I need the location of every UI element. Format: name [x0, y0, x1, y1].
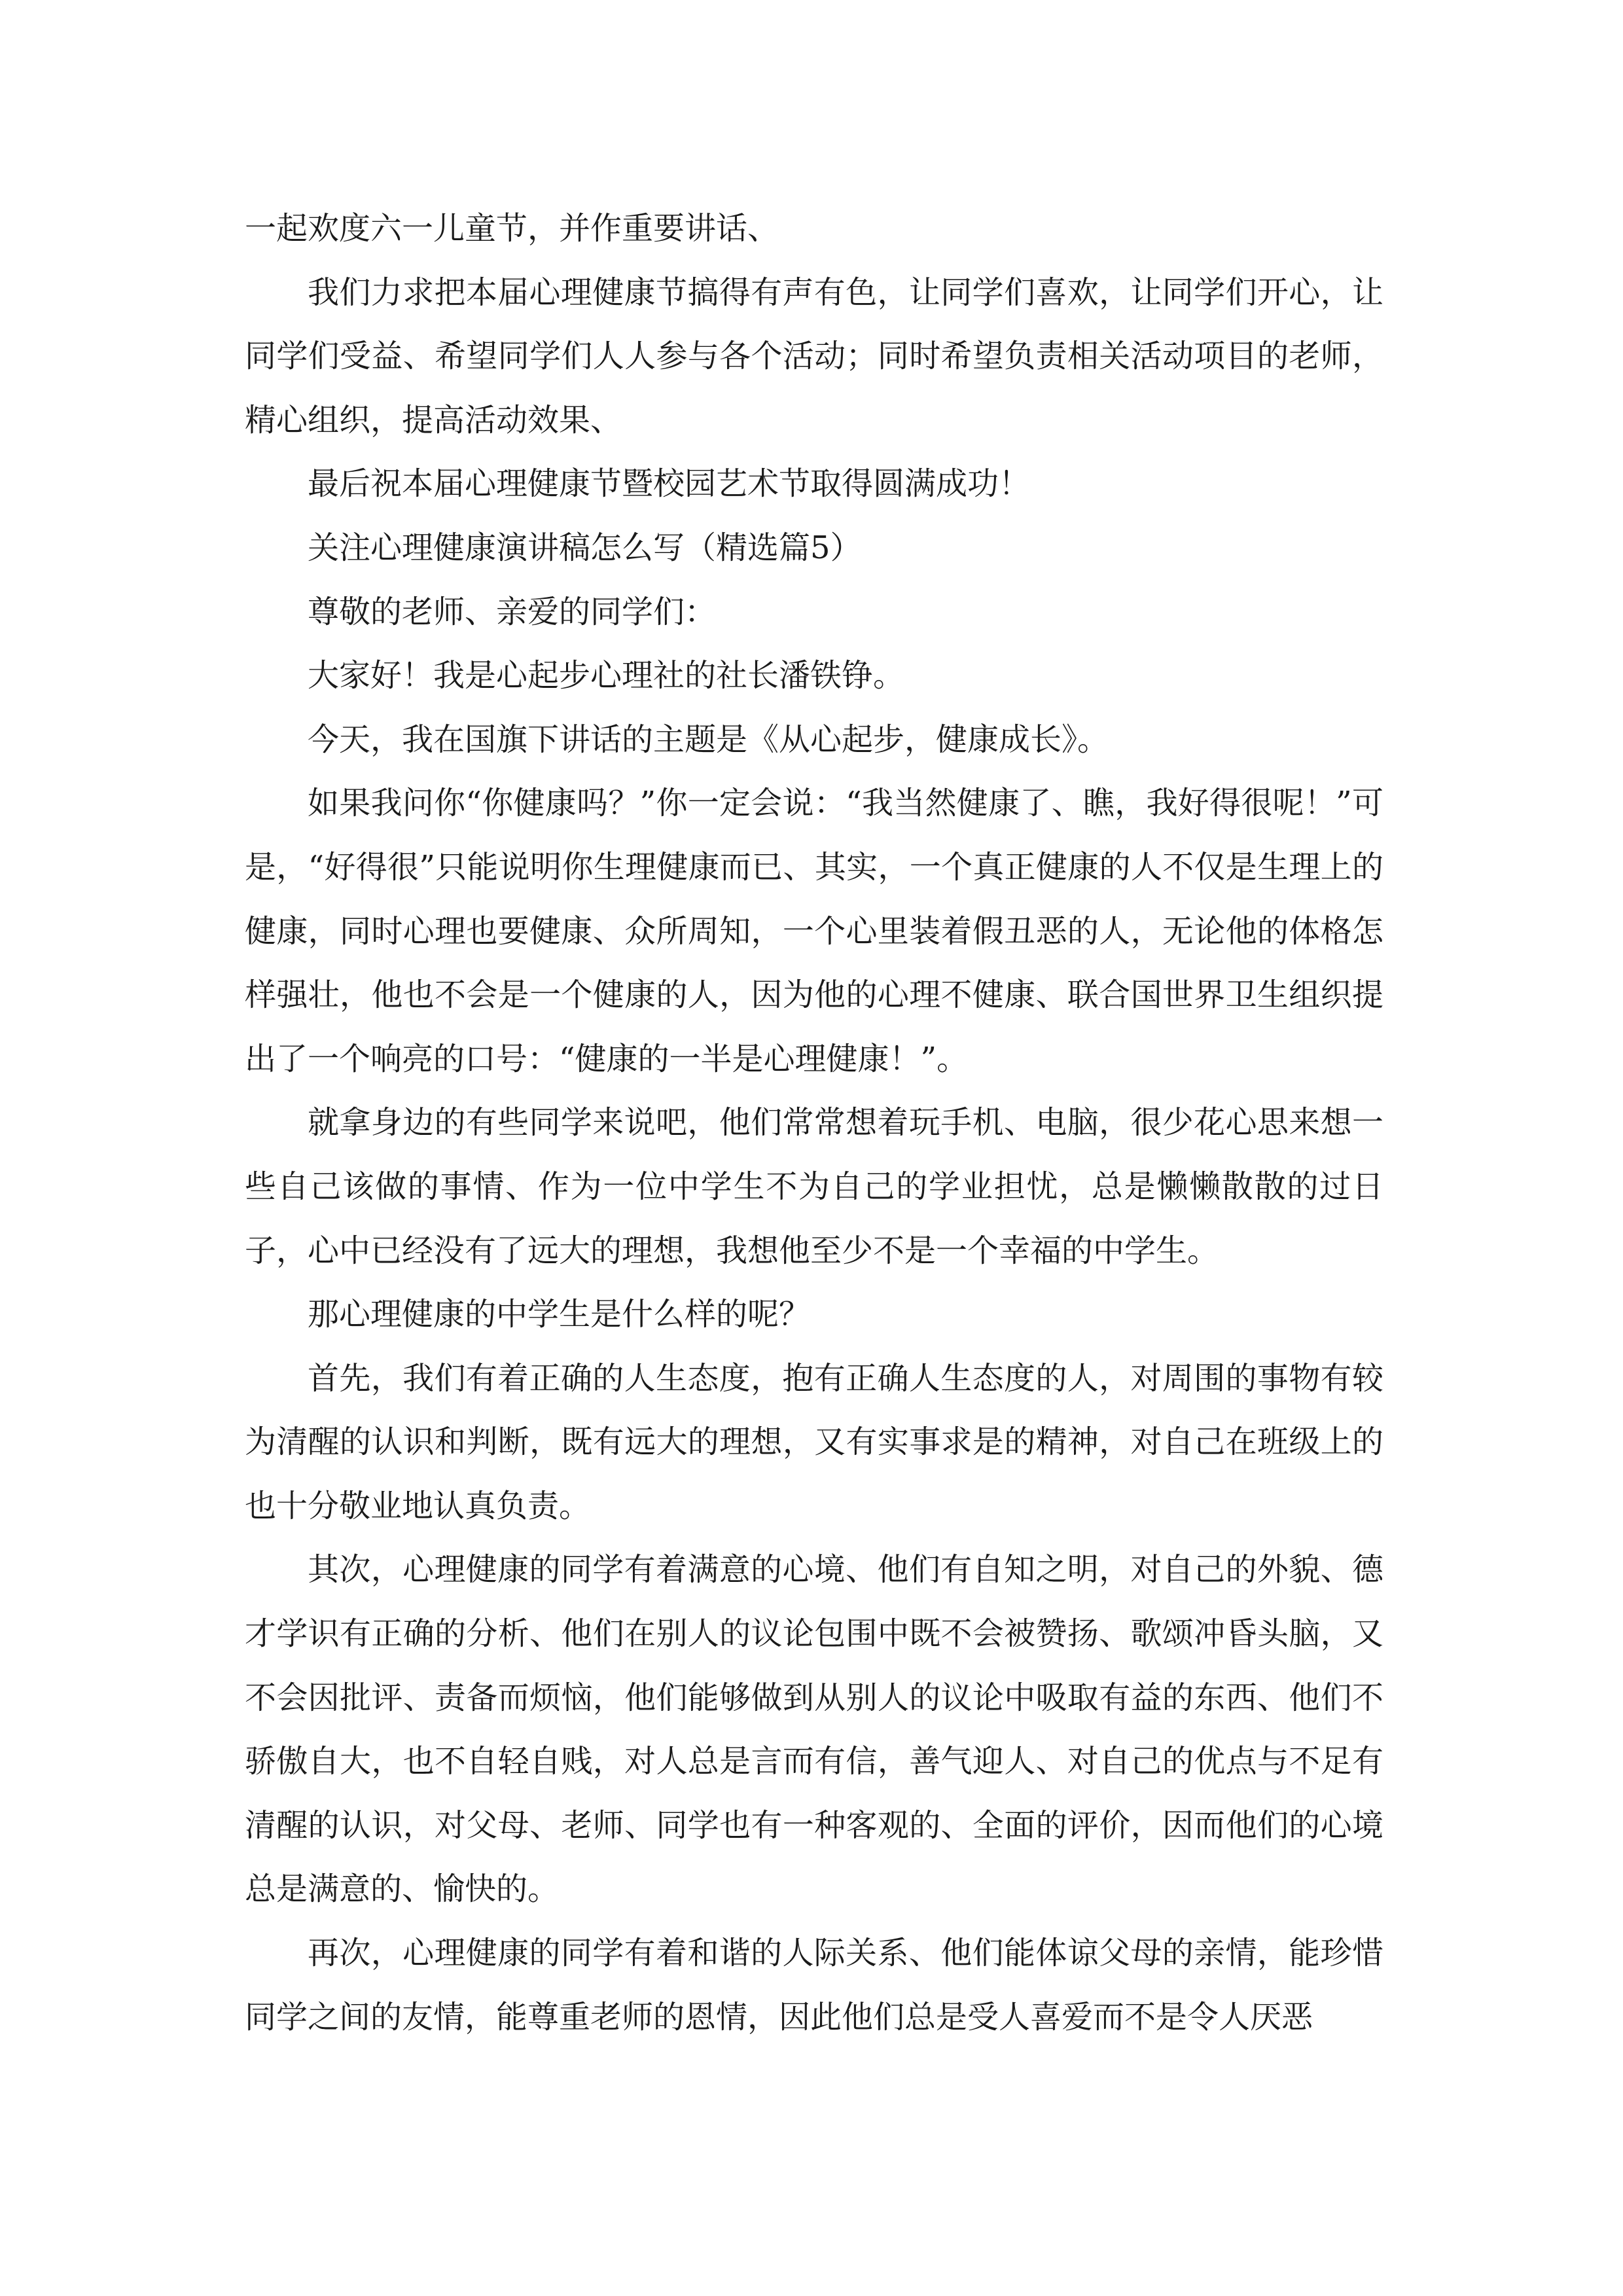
paragraph: 首先，我们有着正确的人生态度，抱有正确人生态度的人，对周围的事物有较为清醒的认识和判断，既有远大的理想，又有实事求是的精神，对自己在班级上的也十分敬业地认真负责。: [245, 1359, 1383, 1524]
paragraph: 如果我问你“你健康吗？”你一定会说：“我当然健康了、瞧，我好得很呢！”可是，“好得很”只能说明你生理健康而已、其实，一个真正健康的人不仅是生理上的健康，同时心理也要健康、众所周知，一个心里装着假丑恶的人，无论他的体格怎样强壮，他也不会是一个健康的人，因为他的心理不健康、联合国世界卫生组织提出了一个响亮的口号：“健康的一半是心理健康！”。: [245, 785, 1383, 1077]
salutation: 尊敬的老师、亲爱的同学们：: [308, 593, 717, 630]
paragraph: 今天，我在国旗下讲话的主题是《从心起步，健康成长》。: [308, 721, 1109, 758]
document-body: [245, 197, 1383, 2049]
paragraph: 就拿身边的有些同学来说吧，他们常常想着玩手机、电脑，很少花心思来想一些自己该做的事情、作为一位中学生不为自己的学业担忧，总是懒懒散散的过日子，心中已经没有了远大的理想，我想他至少不是一个幸福的中学生。: [245, 1104, 1383, 1269]
section-heading: 关注心理健康演讲稿怎么写（精选篇5）: [308, 529, 862, 566]
paragraph: 我们力求把本届心理健康节搞得有声有色，让同学们喜欢，让同学们开心，让同学们受益、希望同学们人人参与各个活动；同时希望负责相关活动项目的老师，精心组织，提高活动效果、: [245, 274, 1383, 439]
paragraph: 其次，心理健康的同学有着满意的心境、他们有自知之明，对自己的外貌、德才学识有正确的分析、他们在别人的议论包围中既不会被赞扬、歌颂冲昏头脑，又不会因批评、责备而烦恼，他们能够做到从别人的议论中吸取有益的东西、他们不骄傲自大，也不自轻自贱，对人总是言而有信，善气迎人、对自己的优点与不足有清醒的认识，对父母、老师、同学也有一种客观的、全面的评价，因而他们的心境总是满意的、愉快的。: [245, 1551, 1383, 1908]
paragraph: 最后祝本届心理健康节暨校园艺术节取得圆满成功！: [308, 465, 1031, 503]
paragraph: 再次，心理健康的同学有着和谐的人际关系、他们能体谅父母的亲情，能珍惜同学之间的友情，能尊重老师的恩情，因此他们总是受人喜爱而不是令人厌恶: [245, 1935, 1383, 2036]
paragraph: 一起欢度六一儿童节，并作重要讲话、: [245, 210, 779, 247]
paragraph: 那心理健康的中学生是什么样的呢？: [308, 1296, 811, 1333]
paragraph: 大家好！我是心起步心理社的社长潘铁铮。: [308, 657, 905, 694]
